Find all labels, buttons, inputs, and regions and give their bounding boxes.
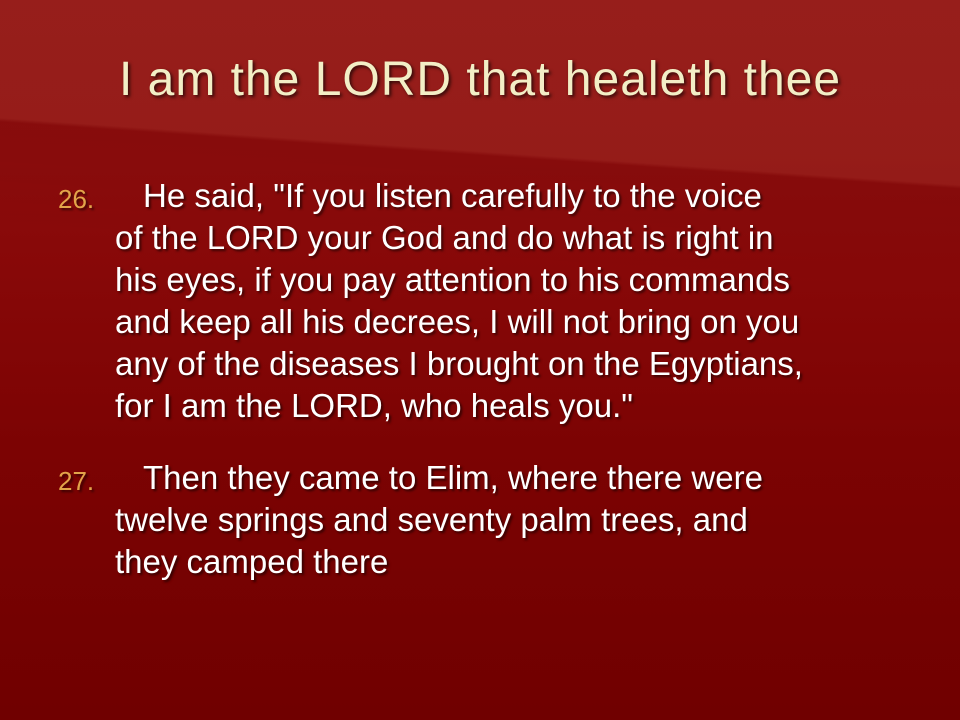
verse-number: 27. [58, 466, 95, 496]
verse-item-27 [40, 457, 920, 583]
verse-line: for I am the LORD, who heals you." [115, 387, 633, 424]
verse-list [40, 175, 920, 583]
slide-title: I am the LORD that healeth thee [118, 53, 842, 106]
verse-line: and keep all his decrees, I will not bring on you [115, 303, 800, 340]
verse-line: Then they came to Elim, where there were [143, 459, 763, 496]
verse-item-26 [40, 175, 920, 427]
verse-line: of the LORD your God and do what is right in [115, 219, 774, 256]
verse-line: He said, "If you listen carefully to the voice [143, 177, 762, 214]
verse-line: any of the diseases I brought on the Egyptians, [115, 345, 803, 382]
verse-number: 26. [58, 184, 95, 214]
verse-line: his eyes, if you pay attention to his commands [115, 261, 791, 298]
verse-line: they camped there [115, 543, 389, 580]
verse-line: twelve springs and seventy palm trees, and [115, 501, 748, 538]
